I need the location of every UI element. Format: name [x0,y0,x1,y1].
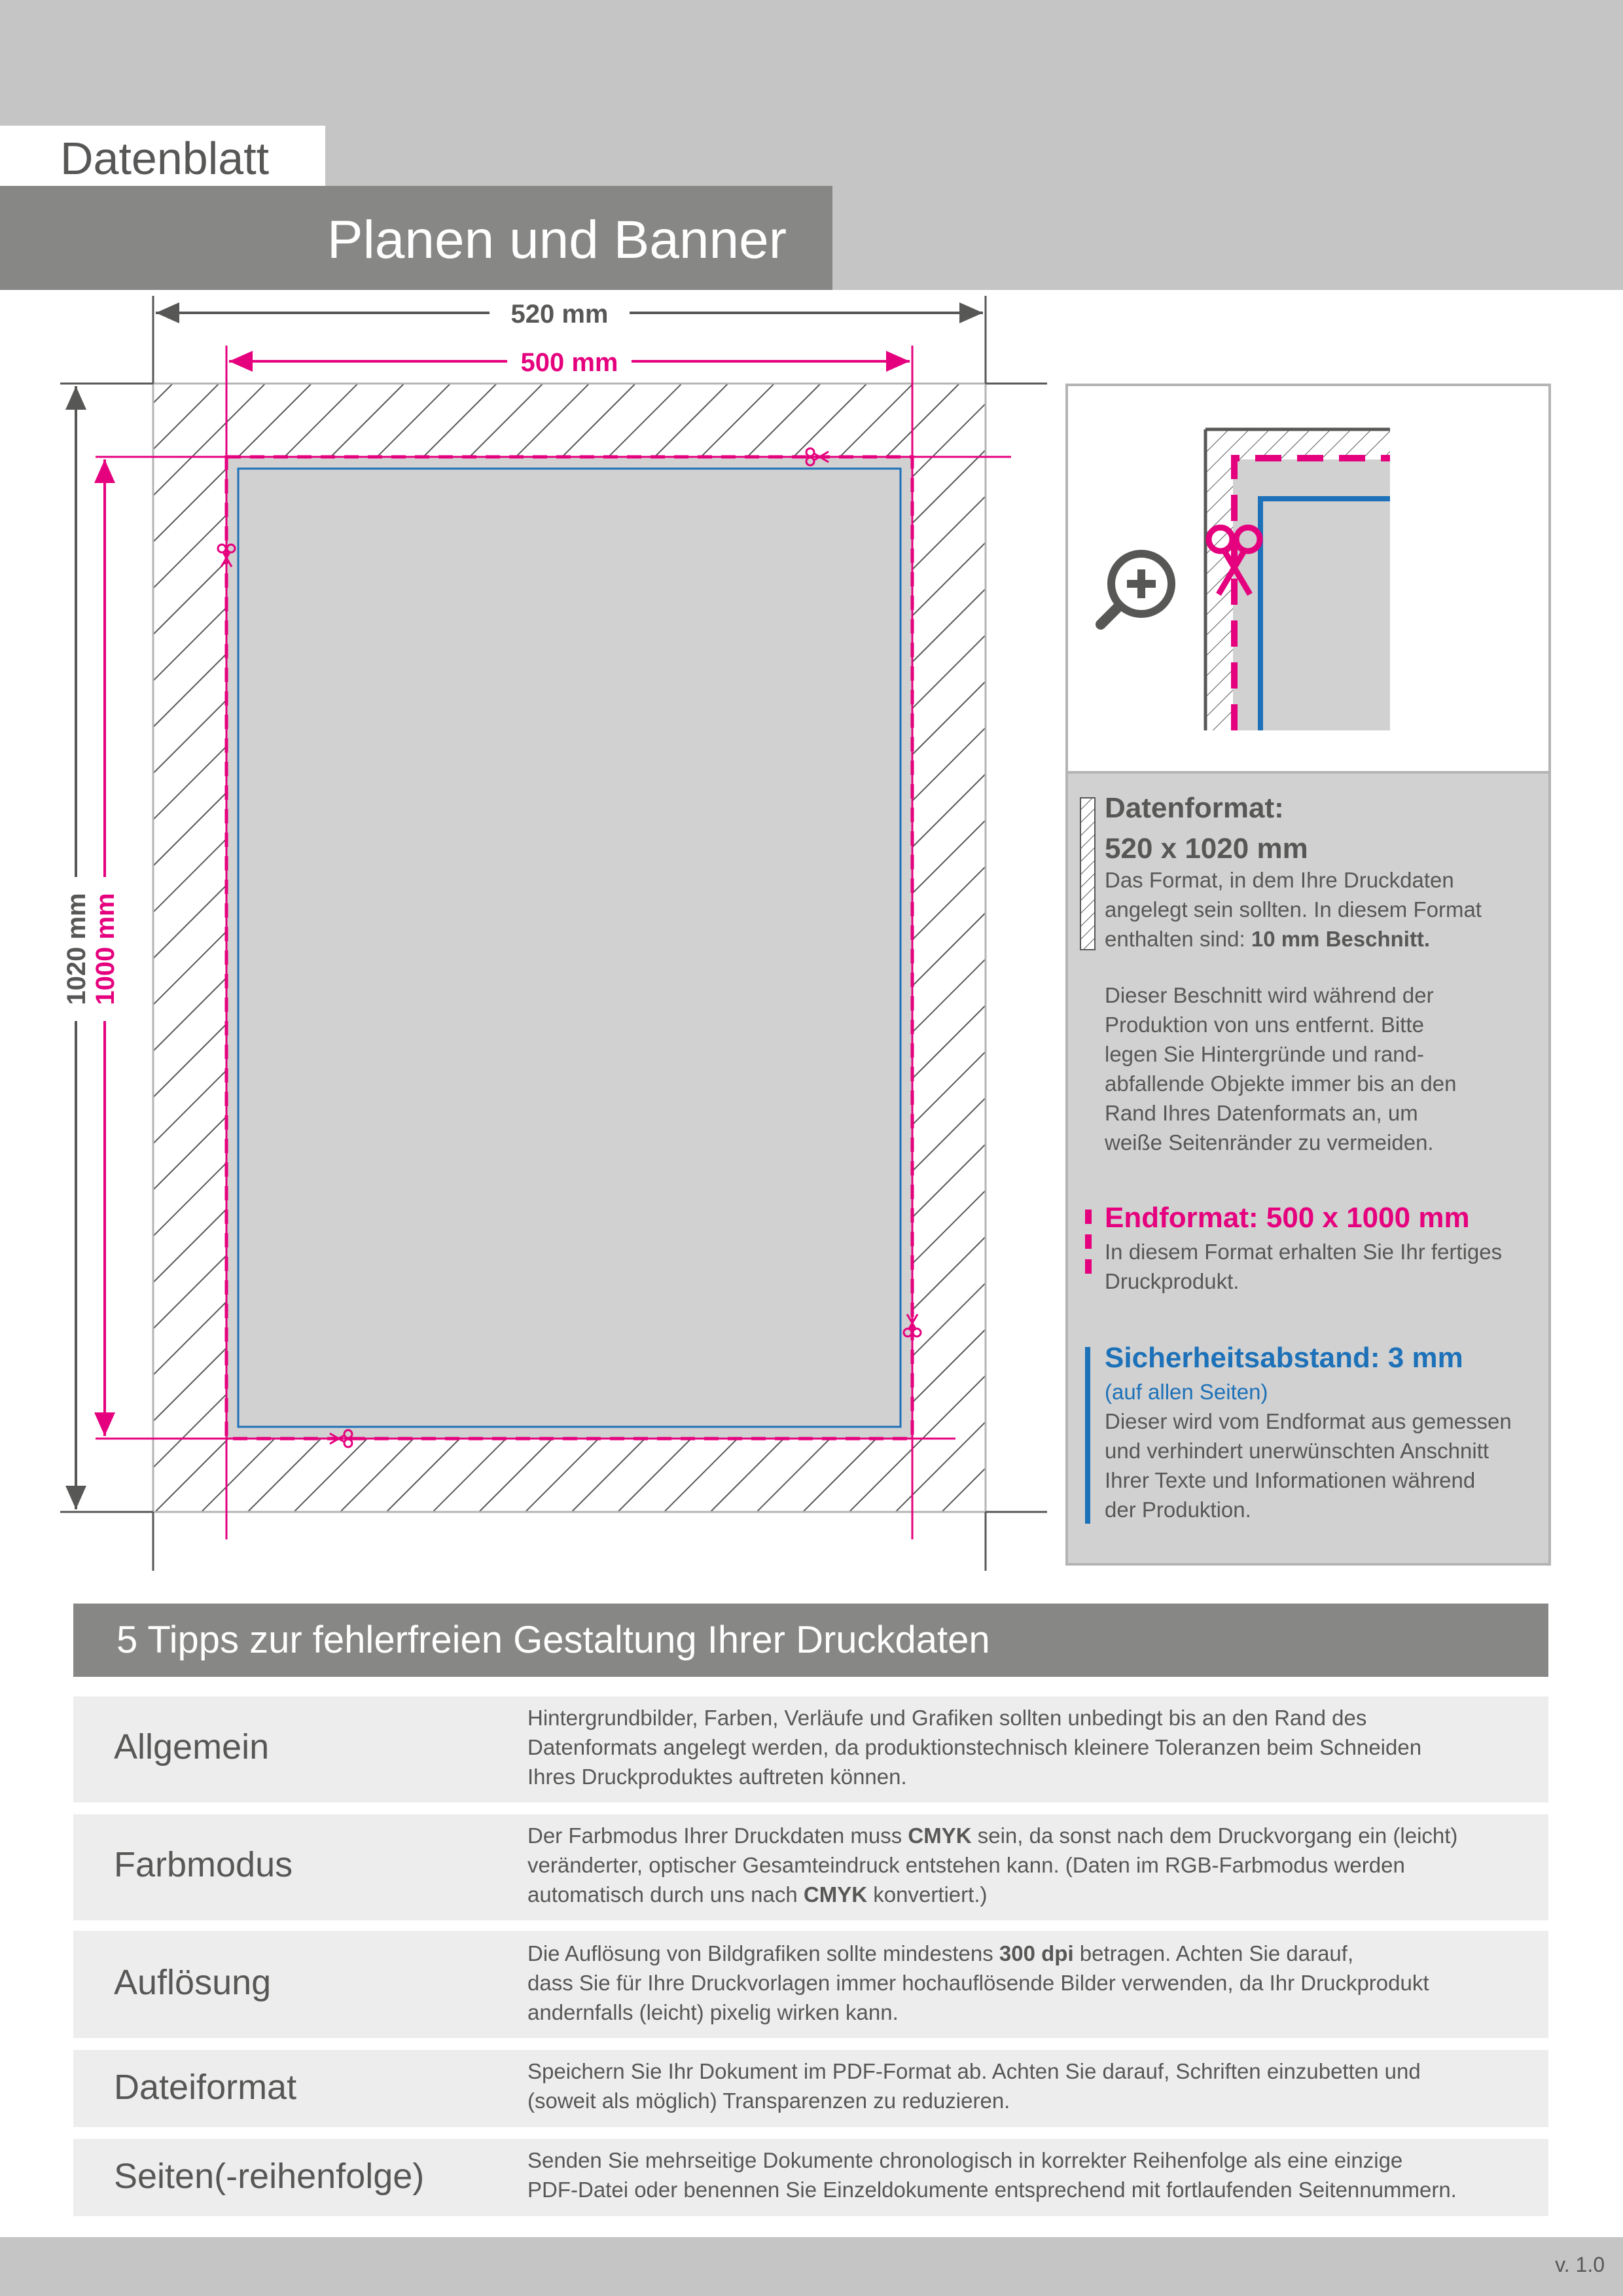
beschnitt-text: Dieser Beschnitt wird während der Produktion von uns entfernt. Bitte legen Sie Hintergründe und rand- abfallende Objekte immer bis an den Rand Ihres Datenformats an, um weiße Seitenränder zu vermeiden. [1105,983,1457,1155]
tip-label: Allgemein [114,1727,270,1767]
datenformat-text: enthalten sind: 10 mm Beschnitt. [1105,927,1431,951]
safety-legend-marker [1085,1347,1090,1524]
tip-row-seiten [73,2139,1548,2216]
tip-text: Hintergrundbilder, Farben, Verläufe und Grafiken sollten unbedingt bis an den Rand des Datenformats angelegt werden, da produktionstechnisch kleinere Toleranzen beim Schneiden Ihres Druckproduktes auftreten können. [527,1706,1422,1789]
tip-row-dateiformat [73,2050,1548,2127]
doc-label [0,126,325,186]
safety-area [238,469,901,1427]
zoom-detail-box [1065,384,1551,774]
tip-label: Seiten(-reihenfolge) [114,2157,425,2196]
inner-width-label: 500 mm [520,348,618,377]
doc-label-text: Datenblatt [60,133,270,184]
tip-text: Senden Sie mehrseitige Dokumente chronologisch in korrekter Reihenfolge als eine einzige PDF-Datei oder benennen Sie Einzeldokumente entsprechend mit fortlaufenden Seitennummern. [527,2148,1457,2202]
safety-title: Sicherheitsabstand: 3 mm [1105,1342,1463,1374]
tip-text: Die Auflösung von Bildgrafiken sollte mindestens 300 dpi betragen. Achten Sie darauf, dass Sie für Ihre Druckvorlagen immer hochauflösende Bilder verwenden, da Ihr Druckprodukt andernfalls (leicht) pixelig wirken kann. [527,1941,1429,2024]
endformat-legend-marker [1085,1210,1092,1275]
safety-text: Dieser wird vom Endformat aus gemessen und verhindert unerwünschten Anschnitt Ihrer Texte und Informationen während der Produktion. [1105,1409,1512,1522]
zoom-in-icon [1101,554,1171,624]
bleed-legend-marker [1080,797,1097,952]
format-info-box [1065,774,1551,1566]
tip-text: Der Farbmodus Ihrer Druckdaten muss CMYK sein, da sonst nach dem Druckvorgang ein (leicht) veränderter, optischer Gesamteindruck entstehen kann. (Daten im RGB-Farbmodus werden automatisch durch uns nach CMYK konvertiert.) [527,1823,1458,1907]
tip-label: Dateiformat [114,2068,297,2107]
datenformat-text: angelegt sein sollten. In diesem Format [1105,897,1482,922]
datenformat-text: Das Format, in dem Ihre Druckdaten [1105,868,1454,892]
tip-text: Speichern Sie Ihr Dokument im PDF-Format ab. Achten Sie darauf, Schriften einzubetten und (soweit als möglich) Transparenzen zu reduzieren. [527,2059,1421,2113]
version-label: v. 1.0 [1555,2253,1605,2276]
format-drawing [0,290,1047,1592]
tip-label: Auflösung [114,1963,272,2002]
page-title: Planen und Banner [327,210,787,270]
tip-label: Farbmodus [114,1845,293,1884]
title-bar [0,186,832,290]
tip-row-farbmodus [73,1814,1548,1920]
datenformat-title: Datenformat: [1105,792,1284,824]
tips-heading: 5 Tipps zur fehlerfreien Gestaltung Ihrer Druckdaten [116,1619,990,1661]
endformat-text: In diesem Format erhalten Sie Ihr fertiges Druckprodukt. [1105,1240,1503,1293]
outer-height-label: 1020 mm [62,893,91,1005]
tips-header [73,1604,1548,1677]
inner-height-label: 1000 mm [91,893,120,1005]
tip-row-aufloesung [73,1931,1548,2038]
footer-band [0,2237,1623,2296]
tip-row-allgemein [73,1696,1548,1803]
endformat-title: Endformat: 500 x 1000 mm [1105,1202,1470,1234]
outer-width-label: 520 mm [510,300,609,329]
safety-subtitle: (auf allen Seiten) [1105,1380,1268,1404]
bleed-amount: 10 mm Beschnitt. [1251,927,1431,951]
datenformat-size: 520 x 1020 mm [1105,833,1308,865]
